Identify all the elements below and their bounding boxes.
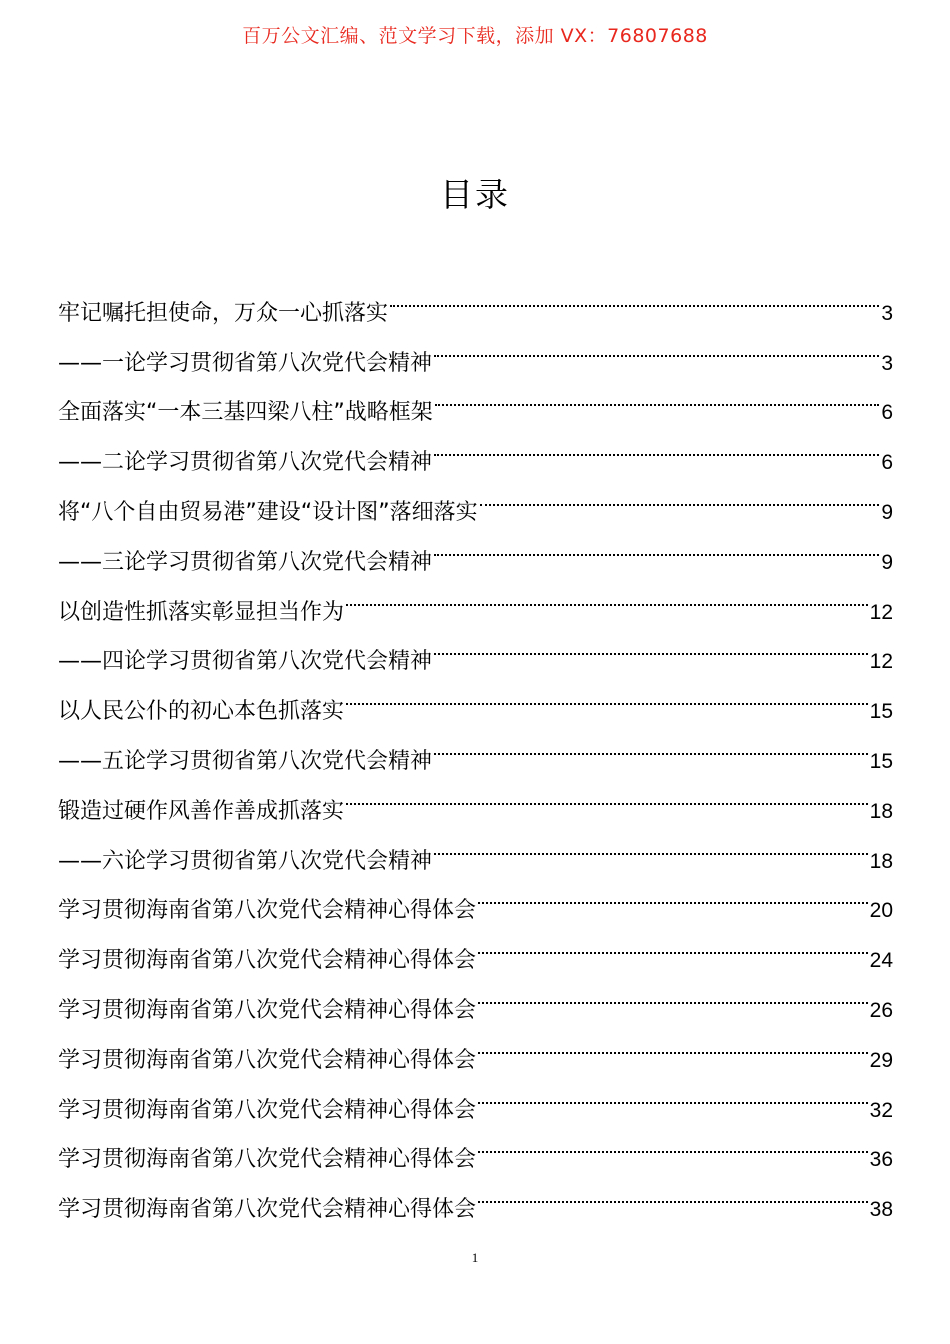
toc-entry-text: 牢记嘱托担使命，万众一心抓落实 bbox=[58, 300, 389, 326]
toc-dot-leader bbox=[435, 370, 880, 420]
toc-entry-page: 12 bbox=[869, 650, 893, 674]
toc-entry-page: 12 bbox=[869, 600, 893, 624]
toc-dot-leader bbox=[478, 1166, 868, 1216]
toc-entry-text: ——四论学习贯彻省第八次党代会精神 bbox=[58, 649, 433, 675]
toc-entry-text: ——六论学习贯彻省第八次党代会精神 bbox=[58, 848, 433, 874]
toc-entry-text: ——二论学习贯彻省第八次党代会精神 bbox=[58, 450, 433, 476]
toc-entry-page: 29 bbox=[869, 1048, 893, 1072]
toc-entry-text: ——五论学习贯彻省第八次党代会精神 bbox=[58, 748, 433, 774]
toc-entry-text: 学习贯彻海南省第八次党代会精神心得体会 bbox=[58, 1097, 477, 1123]
toc-dot-leader bbox=[434, 519, 879, 569]
toc-entry[interactable] bbox=[58, 270, 893, 326]
toc-entry-text: 学习贯彻海南省第八次党代会精神心得体会 bbox=[58, 948, 477, 974]
toc-entry-text: 学习贯彻海南省第八次党代会精神心得体会 bbox=[58, 1147, 477, 1173]
toc-dot-leader bbox=[478, 868, 868, 918]
toc-dot-leader bbox=[480, 469, 880, 519]
toc-entry-text: 学习贯彻海南省第八次党代会精神心得体会 bbox=[58, 1197, 477, 1223]
toc-entry-page: 18 bbox=[869, 849, 893, 873]
toc-entry-page: 6 bbox=[881, 401, 893, 425]
toc-title: 目录 bbox=[440, 175, 510, 214]
toc-dot-leader bbox=[434, 419, 879, 469]
toc-entry-page: 26 bbox=[869, 998, 893, 1022]
toc-entry-text: 锻造过硬作风善作善成抓落实 bbox=[58, 798, 345, 824]
toc-entry-page: 15 bbox=[869, 700, 893, 724]
toc-dot-leader bbox=[478, 917, 868, 967]
toc-entry-page: 15 bbox=[869, 749, 893, 773]
toc-entry-page: 24 bbox=[869, 949, 893, 973]
toc-dot-leader bbox=[478, 1117, 868, 1167]
header-banner: 百万公文汇编、范文学习下载，添加 VX：76807688 bbox=[242, 25, 708, 47]
toc-entry-text: 学习贯彻海南省第八次党代会精神心得体会 bbox=[58, 1047, 477, 1073]
toc-entry-text: 以人民公仆的初心本色抓落实 bbox=[58, 699, 345, 725]
page-number: 1 bbox=[471, 1250, 479, 1265]
toc-dot-leader bbox=[434, 320, 879, 370]
toc-entry-text: ——三论学习贯彻省第八次党代会精神 bbox=[58, 549, 433, 575]
toc-entry-page: 32 bbox=[869, 1098, 893, 1122]
toc-entry-page: 38 bbox=[869, 1198, 893, 1222]
toc-entry-text: 将“八个自由贸易港”建设“设计图”落细落实 bbox=[58, 499, 478, 525]
toc-entry-page: 36 bbox=[869, 1148, 893, 1172]
toc-entry-text: ——一论学习贯彻省第八次党代会精神 bbox=[58, 350, 433, 376]
toc-dot-leader bbox=[346, 768, 868, 818]
toc-entry-text: 以创造性抓落实彰显担当作为 bbox=[58, 599, 345, 625]
toc-dot-leader bbox=[390, 270, 879, 320]
toc-entry-text: 全面落实“一本三基四梁八柱”战略框架 bbox=[58, 400, 433, 426]
toc-entry-page: 3 bbox=[881, 351, 893, 375]
toc-dot-leader bbox=[478, 1067, 868, 1117]
toc-entry-page: 3 bbox=[881, 301, 893, 325]
toc-dot-leader bbox=[478, 1017, 868, 1067]
toc-entry-page: 9 bbox=[881, 550, 893, 574]
toc-list bbox=[58, 270, 893, 1223]
toc-entry-text: 学习贯彻海南省第八次党代会精神心得体会 bbox=[58, 997, 477, 1023]
toc-entry-page: 18 bbox=[869, 799, 893, 823]
toc-entry-page: 20 bbox=[869, 899, 893, 923]
toc-entry-page: 6 bbox=[881, 451, 893, 475]
toc-entry-text: 学习贯彻海南省第八次党代会精神心得体会 bbox=[58, 898, 477, 924]
toc-dot-leader bbox=[346, 569, 868, 619]
toc-dot-leader bbox=[434, 619, 868, 669]
toc-dot-leader bbox=[478, 967, 868, 1017]
toc-entry-page: 9 bbox=[881, 500, 893, 524]
toc-dot-leader bbox=[434, 718, 868, 768]
toc-dot-leader bbox=[434, 818, 868, 868]
toc-dot-leader bbox=[346, 668, 868, 718]
